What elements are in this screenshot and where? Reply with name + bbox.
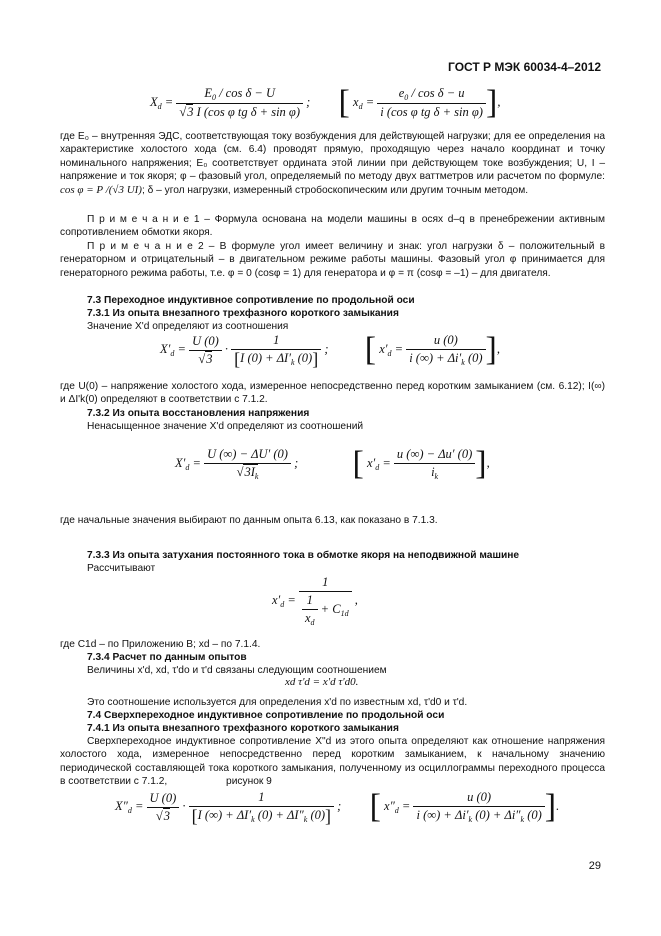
equation-xd-prime-dc-decay: $x'_d$ = 1 $\frac{1}{x_d}$ + $C_{1d}$ ,: [272, 575, 358, 627]
paragraph-7-3-2: Ненасыщенное значение X'd определяют из соотношений: [87, 421, 364, 432]
paragraph-7-3-3-where: где C1d – по Приложению В; xd – по 7.1.4.: [60, 639, 261, 650]
page-number: 29: [588, 860, 601, 872]
time-constant-relation: xd τ'd = x'd τ'd0.: [285, 676, 359, 688]
paragraph-7-3-3: Рассчитывают: [87, 563, 156, 574]
equation-xd-double-prime: $X''_d$ = $\frac{U (0)}{√3}$ · $\frac{1}{[I (\infty) + \Delta I'_k (0) + \Delta I''_k (0)]}$ ; [ $x''_d$ = $\frac{u (0)}{i (\infty) + \Delta i'_k (0) + \Delta i''_k (0)}$ ].: [115, 788, 560, 827]
heading-7-4: 7.4 Сверхпереходное индуктивное сопротивление по продольной оси: [87, 710, 445, 721]
paragraph-7-3-1-where: где U(0) – напряжение холостого хода, измеренное непосредственно перед коротким замыканием (см. 6.12); I(∞) и ΔI'k(0) определяют в соответствии с 7.1.2.: [60, 381, 605, 406]
paragraph-7-3-4-use: Это соотношение используется для определения x'd по известным xd, τ'd0 и τ'd.: [87, 697, 468, 708]
equation-xd-load: $X_d$ = $\frac{E_0 / \cos \delta - U}{\text{√3 I (cos φ tg δ + sin φ)}}$ ; [ $x_d$ = $\frac{e_0 / \cos \delta - u}{\text{i (cos φ tg δ + sin φ)}}$ ],: [150, 84, 501, 121]
note-2: П р и м е ч а н и е 2 – В формуле угол имеет величину и знак: угол нагрузки δ – положительный в генераторном и отрицательный – в двигательном режиме работы машины. Фазовый угол φ принимается для генераторного режима работы, т.е. φ = 0 (cosφ = 1) для генератора и φ = π (cosφ = –1) – для двигателя.: [60, 241, 605, 279]
heading-7-3-4: 7.3.4 Расчет по данным опытов: [87, 652, 247, 663]
heading-7-3-1: 7.3.1 Из опыта внезапного трехфазного короткого замыкания: [87, 308, 399, 319]
paragraph-7-3-4: Величины x'd, xd, τ'do и τ'd связаны следующим соотношением: [87, 665, 387, 676]
heading-7-4-1: 7.4.1 Из опыта внезапного трехфазного короткого замыкания: [87, 723, 399, 734]
paragraph-7-4-1: Сверхпереходное индуктивное сопротивление X"d из этого опыта определяют как отношение напряжения холостого хода, измеренное непосредственно перед коротким замыканием, к начальному значению периодической составляющей тока короткого замыкания, полученному из осциллограммы переходного процесса в соответствии с 7.1.2, рисунок 9: [60, 736, 605, 788]
heading-7-3-2: 7.3.2 Из опыта восстановления напряжения: [87, 408, 310, 419]
document-code: ГОСТ Р МЭК 60034-4–2012: [448, 60, 601, 74]
cos-phi-formula: cos φ = P /(√3 UI): [60, 183, 142, 196]
note-1: П р и м е ч а н и е 1 – Формула основана на модели машины в осях d–q в пренебрежении активным сопротивлением обмотки якоря.: [60, 214, 605, 239]
paragraph-e0-definition: где E₀ – внутренняя ЭДС, соответствующая току возбуждения для действующей нагрузки; для ее определения на характеристике холостого хода (см. 6.4) проводят прямую, проходящую через начало координат и точку номинального напряжения; E₀ соответствует ордината этой линии при действующем токе возбуждения; U, I – напряжение и ток якоря; φ – фазовый угол, определяемый по методу двух ваттметров или расчетом по формуле: cos φ = P /(√3 UI); δ – угол нагрузки, измеренный стробоскопическим или другим точным методом.: [60, 131, 605, 196]
heading-7-3-3: 7.3.3 Из опыта затухания постоянного тока в обмотке якоря на неподвижной машине: [87, 550, 520, 561]
equation-xd-prime-sudden: $X'_d$ = $\frac{U (0)}{√3}$ · $\frac{1}{[I (0) + \Delta I'_k (0)]}$ ; [ $x'_d$ = $\frac{u (0)}{i (\infty) + \Delta i'_k (0)}$ ],: [160, 331, 500, 370]
heading-7-3: 7.3 Переходное индуктивное сопротивление по продольной оси: [87, 295, 415, 306]
equation-xd-prime-recovery: $X'_d$ = $\frac{U (\infty) - \Delta U' (0)}{√3I_k}$ ; [ $x'_d$ = $\frac{u (\infty) - \Delta u' (0)}{i_k}$ ],: [175, 445, 490, 482]
paragraph-7-3-2-where: где начальные значения выбирают по данным опыта 6.13, как показано в 7.1.3.: [60, 515, 438, 526]
paragraph-7-3-1: Значение X'd определяют из соотношения: [87, 321, 289, 332]
